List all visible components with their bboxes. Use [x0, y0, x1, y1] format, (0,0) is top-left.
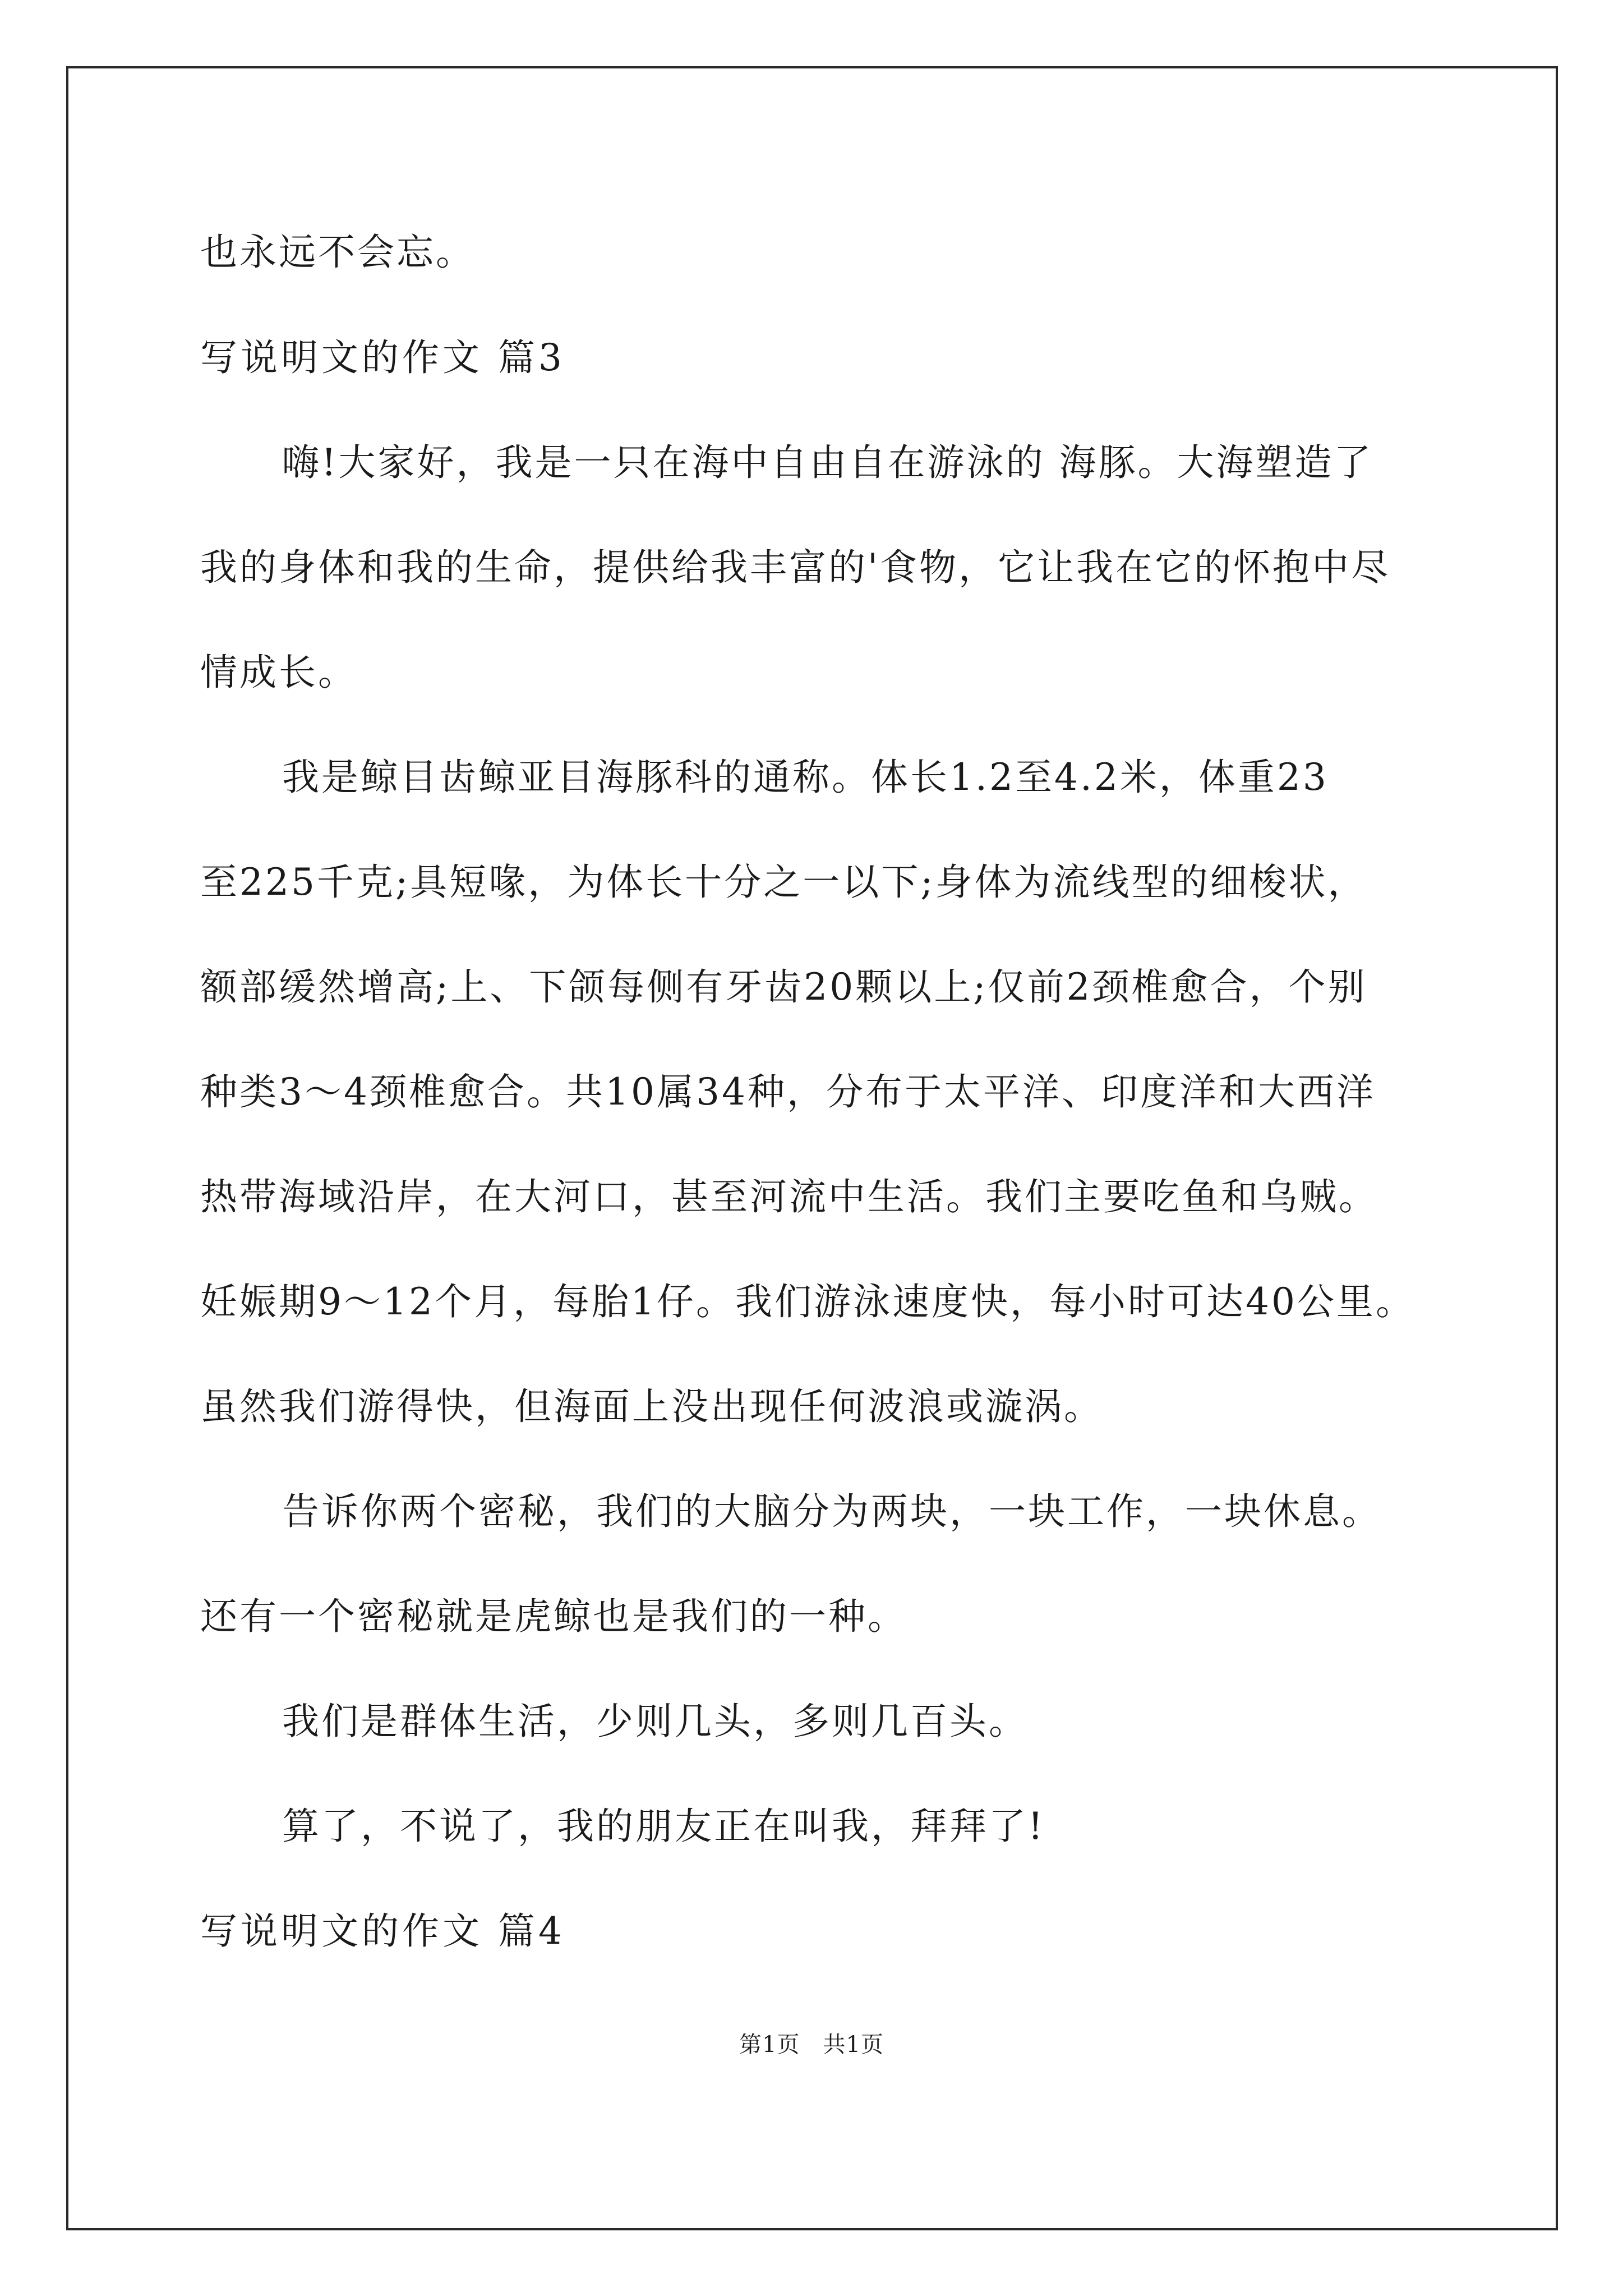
section-heading-3: 写说明文的作文 篇3: [200, 336, 565, 379]
paragraph-2-line-6: 妊娠期9～12个月，每胎1仔。我们游泳速度快，每小时可达40公里。: [200, 1280, 1415, 1323]
paragraph-2-line-5: 热带海域沿岸，在大河口，甚至河流中生活。我们主要吃鱼和乌贼。: [200, 1175, 1378, 1218]
paragraph-2-line-4: 种类3～4颈椎愈合。共10属34种，分布于太平洋、印度洋和大西洋: [200, 1070, 1376, 1114]
paragraph-2-line-3: 额部缓然增高;上、下颌每侧有牙齿20颗以上;仅前2颈椎愈合，个别: [200, 965, 1367, 1009]
paragraph-2-line-1: 我是鲸目齿鲸亚目海豚科的通称。体长1.2至4.2米，体重23: [282, 756, 1329, 799]
section-heading-4: 写说明文的作文 篇4: [200, 1910, 565, 1953]
paragraph-2-line-2: 至225千克;具短喙，为体长十分之一以下;身体为流线型的细梭状，: [200, 861, 1367, 904]
paragraph-4-line-1: 我们是群体生活，少则几头，多则几百头。: [282, 1700, 1028, 1743]
paragraph-1-line-3: 情成长。: [200, 651, 357, 694]
page-border: [66, 66, 1558, 2230]
paragraph-3-line-1: 告诉你两个密秘，我们的大脑分为两块，一块工作，一块休息。: [282, 1490, 1381, 1533]
paragraph-1-line-1: 嗨!大家好，我是一只在海中自由自在游泳的 海豚。大海塑造了: [282, 441, 1373, 484]
paragraph-3-line-2: 还有一个密秘就是虎鲸也是我们的一种。: [200, 1595, 907, 1638]
paragraph-1-line-2: 我的身体和我的生命，提供给我丰富的'食物，它让我在它的怀抱中尽: [200, 546, 1391, 589]
text-line-continuation: 也永远不会忘。: [200, 231, 475, 274]
paragraph-5-line-1: 算了，不说了，我的朋友正在叫我，拜拜了!: [282, 1805, 1045, 1848]
paragraph-2-line-7: 虽然我们游得快，但海面上没出现任何波浪或漩涡。: [200, 1385, 1103, 1428]
page-footer: 第1页 共1页: [739, 2032, 884, 2058]
